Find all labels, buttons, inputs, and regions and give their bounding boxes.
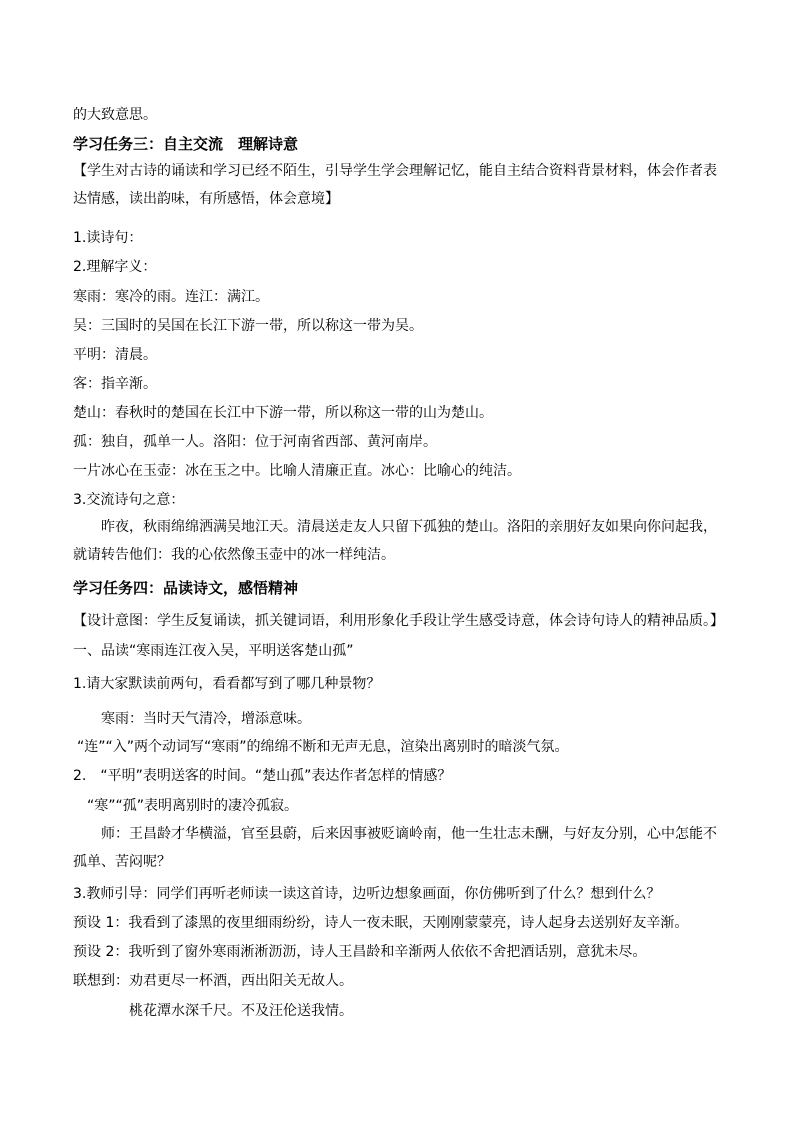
text-line: 孤：独自，孤单一人。洛阳：位于河南省西部、黄河南岸。 — [73, 434, 437, 450]
text-line: 联想到：劝君更尽一杯酒，西出阳关无故人。 — [73, 973, 353, 989]
section-heading: 学习任务三：自主交流 理解诗意 — [73, 135, 299, 153]
subheading: 一、品读“寒雨连江夜入吴，平明送客楚山孤” — [73, 643, 354, 659]
text-line: 客：指辛渐。 — [73, 376, 157, 392]
design-note: 【学生对古诗的诵读和学习已经不陌生，引导学生学会理解记忆，能自主结合资料背景材料，体会作者表达情感，读出韵味，有所感悟，体会意境】 — [73, 163, 717, 207]
text-line: 预设 2：我听到了窗外寒雨淅淅沥沥，诗人王昌龄和辛渐两人依依不舍把酒话别，意犹未尽。 — [73, 944, 647, 960]
list-item: 3.教师引导：同学们再听老师读一读这首诗，边听边想象画面，你仿佛听到了什么？想到什么？ — [73, 886, 661, 902]
paragraph: 师：王昌龄才华横溢，官至县蔚，后来因事被贬谪岭南，他一生壮志未酬，与好友分别，心中怎能不孤单、苦闷呢？ — [73, 826, 717, 870]
list-item: 2. “平明”表明送客的时间。“楚山孤”表达作者怎样的情感？ — [73, 768, 452, 784]
list-item: 1.读诗句： — [73, 230, 143, 246]
text-line: 的大致意思。 — [73, 107, 157, 123]
text-line: “连”“入”两个动词写“寒雨”的绵绵不断和无声无息，渲染出离别时的暗淡气氛。 — [77, 739, 569, 755]
text-line: 一片冰心在玉壶：冰在玉之中。比喻人清廉正直。冰心：比喻心的纯洁。 — [73, 463, 521, 479]
text-line: 平明：清晨。 — [73, 347, 157, 363]
list-item: 2.理解字义： — [73, 259, 157, 275]
text-line: 寒雨：寒冷的雨。连江：满江。 — [73, 289, 269, 305]
text-line: 吴：三国时的吴国在长江下游一带，所以称这一带为吴。 — [73, 318, 423, 334]
list-item: 1.请大家默读前两句，看看都写到了哪几种景物？ — [73, 676, 381, 692]
text-line: 寒雨：当时天气清冷，增添意味。 — [101, 711, 311, 727]
section-heading: 学习任务四：品读诗文，感悟精神 — [73, 579, 299, 597]
text-line: “寒”“孤”表明离别时的凄冷孤寂。 — [87, 798, 299, 814]
text-line: 预设 1：我看到了漆黑的夜里细雨纷纷，诗人一夜未眠，天刚刚蒙蒙亮，诗人起身去送别好友辛渐。 — [73, 915, 689, 931]
text-line: 桃花潭水深千尺。不及汪伦送我情。 — [129, 1003, 353, 1019]
text-line: 楚山：春秋时的楚国在长江中下游一带，所以称这一带的山为楚山。 — [73, 405, 493, 421]
design-note: 【设计意图：学生反复诵读，抓关键词语，利用形象化手段让学生感受诗意，体会诗句诗人的精神品质。】 — [73, 613, 724, 629]
list-item: 3.交流诗句之意： — [73, 492, 185, 508]
paragraph: 昨夜，秋雨绵绵洒满吴地江天。清晨送走友人只留下孤独的楚山。洛阳的亲朋好友如果向你问起我，就请转告他们：我的心依然像玉壶中的冰一样纯洁。 — [73, 519, 717, 563]
